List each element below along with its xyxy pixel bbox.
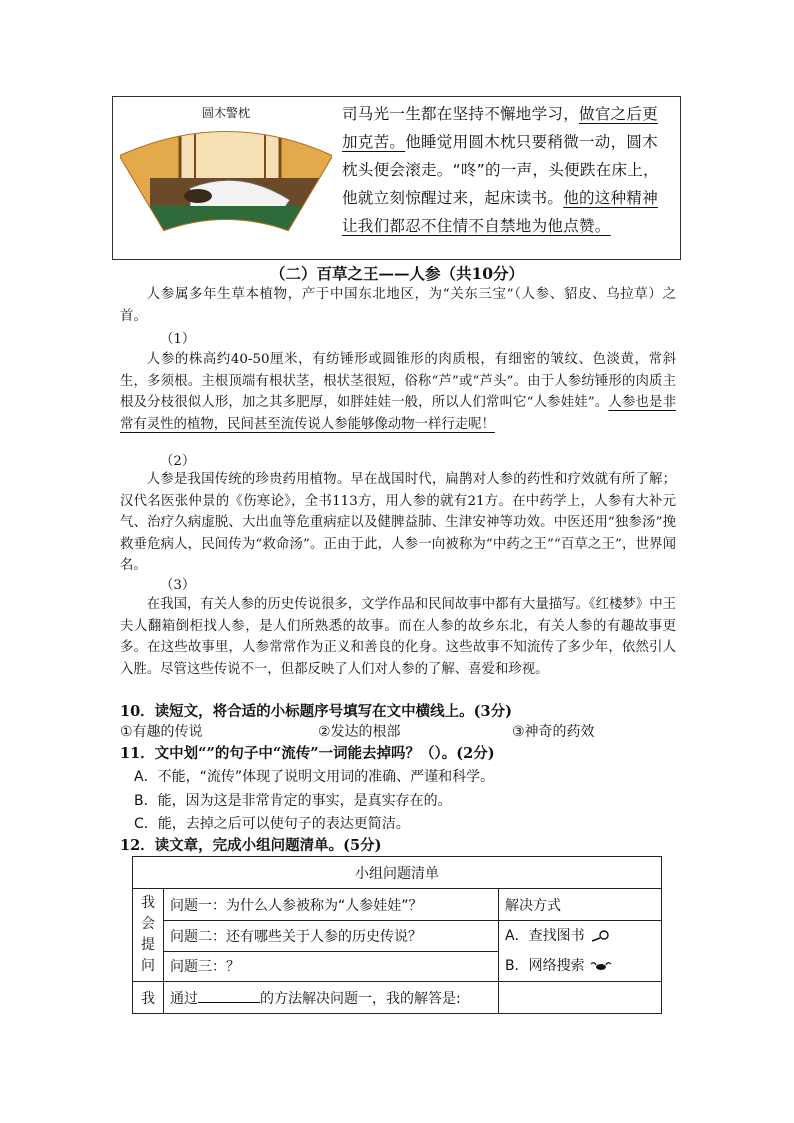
answer-suffix: 的方法解决问题一，我的解答是: (260, 990, 461, 1007)
paragraph-3-text: 在我国，有关人参的历史传说很多，文学作品和民间故事中都有大量描写。《红楼梦》中王夫人翻箱倒柜找人参，是人们所熟悉的故事。而在人参的故乡东北，有关人参的有趣故事更多。在这些故事里，人参常常作为正义和善良的化身。这些故事不知流传了多少年，依然引人入胜。尽管这些传说不一，但都反映了人们对人参的了解、喜爱和珍视。 (120, 597, 676, 677)
question-12: 12．读文章，完成小组问题清单。(5分) (120, 837, 382, 854)
paragraph-1-main: 人参的株高约40-50厘米，有纺锤形或圆锥形的肉质根，有细密的皱纹、色淡黄，常斜生，多须根。主根顶端有根状茎，根状茎很短，俗称“芦”或“芦头”。由于人参纺锤形的肉质主根及分枝很似人形，加之其多肥厚，如胖娃娃一般，所以人们常叫它“人参娃娃”。 (120, 352, 676, 411)
subtitle-blank-3: （3） (160, 578, 196, 593)
method-a-label: A．查找图书 (505, 928, 585, 944)
method-b-label: B．网络搜索 (505, 958, 585, 974)
section-title: （二）百草之王——人参（共10分） (269, 264, 525, 283)
paragraph-2-text: 人参是我国传统的珍贵药用植物。早在战国时代，扁鹊对人参的药性和疗效就有所了解；汉代名医张仲景的《伤寒论》，全书113方，用人参的就有21方。在中药学上，人参有大补元气、治疗久病虚脱、大出血等危重病症以及健脾益肺、生津安神等功效。中医还用“独参汤”挽救垂危病人，民间传为“救命汤”。正由于此，人参一向被称为“中药之王”“百草之王”，世界闻名。 (120, 472, 676, 574)
q11-option-a: A．不能，“流传”体现了说明文用词的准确、严谨和科学。 (134, 769, 495, 785)
question-10: 10．读短文，将合适的小标题序号填写在文中横线上。(3分) (120, 703, 512, 720)
image-caption: 圆木警枕 (202, 106, 251, 120)
story-text (342, 100, 672, 240)
story-text-part1: 司马光一生都在坚持不懈地学习， (342, 105, 580, 123)
table-title: 小组问题清单 (133, 857, 662, 889)
paragraph-1-text (120, 349, 676, 435)
subtitle-blank-1: （1） (160, 332, 196, 347)
magnifier-icon (589, 930, 611, 942)
story-underlined-2: 他的这种精神让我们都忍不住情不自禁地为他点赞。 (342, 189, 659, 235)
q10-option-3: ③神奇的药效 (512, 724, 595, 740)
question-3-cell: 问题三：？ (164, 951, 499, 982)
mouse-icon (589, 960, 613, 972)
question-1-cell: 问题一：为什么人参被称为“人参娃娃”？ (164, 889, 499, 921)
answer-cell (164, 982, 499, 1014)
q10-option-2: ②发达的根部 (318, 724, 401, 740)
question-11: 11．文中划“”的句子中“流传”一词能去掉吗？（）。(2分) (120, 745, 495, 762)
q11-option-b: B．能，因为这是非常肯定的事实，是真实存在的。 (134, 793, 452, 809)
paragraph-1-underlined: 人参也是非常有灵性的植物，民间甚至流传说人参能够像动物一样行走呢！ (120, 395, 676, 432)
method-a (505, 921, 655, 951)
fan-illustration (120, 118, 332, 238)
subtitle-blank-2: （2） (160, 454, 196, 469)
q10-option-1: ①有趣的传说 (120, 724, 203, 740)
intro-paragraph (120, 284, 676, 327)
ask-row-label: 我会提问 (133, 889, 164, 982)
paragraph-1 (120, 349, 676, 435)
answer-prefix: 通过 (170, 990, 198, 1007)
story-text-part2: 他睡觉用圆木枕只要稍微一动，圆木枕头便会滚走。“咚”的一声，头便跌在床上，他就立刻惊醒过来，起床读书。 (342, 133, 659, 207)
q11-option-c: C．能，去掉之后可以使句子的表达更简洁。 (134, 816, 410, 832)
method-b (505, 951, 655, 981)
intro-text: 人参属多年生草本植物，产于中国东北地区，为“关东三宝”（人参、貂皮、乌拉草）之首。 (120, 287, 676, 324)
question-2-cell: 问题二：还有哪些关于人参的历史传说？ (164, 921, 499, 952)
method-options (499, 921, 662, 982)
story-underlined-1: 做官之后更加克苦。 (342, 105, 659, 151)
group-question-table (132, 856, 662, 1014)
paragraph-3 (120, 594, 676, 680)
answer-row-label: 我 (133, 982, 164, 1014)
paragraph-2 (120, 469, 676, 577)
method-header: 解决方式 (499, 889, 662, 921)
answer-blank[interactable] (198, 988, 260, 1003)
answer-method-empty (499, 982, 662, 1014)
